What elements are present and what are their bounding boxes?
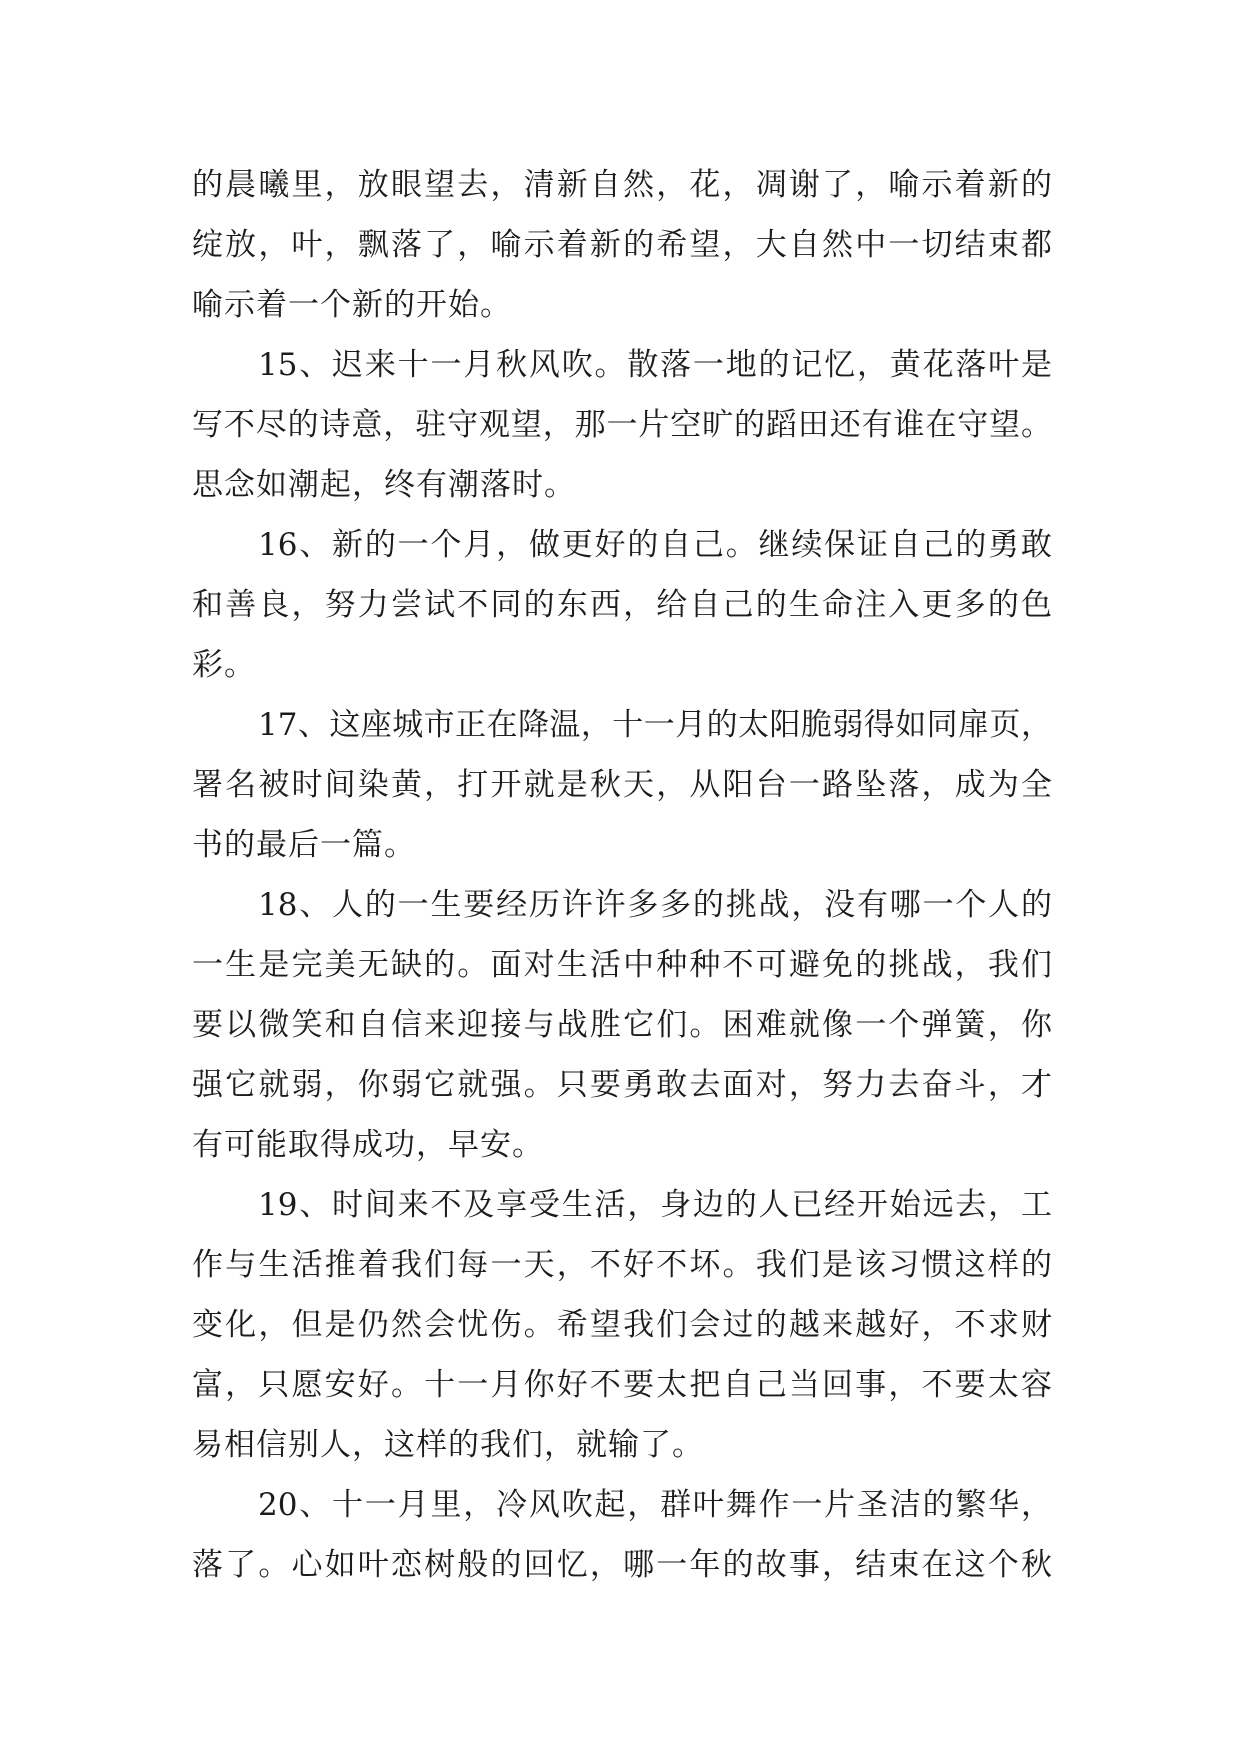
text-line: 署名被时间染黄，打开就是秋天，从阳台一路坠落，成为全 — [192, 767, 1052, 803]
text-line: 作与生活推着我们每一天，不好不坏。我们是该习惯这样的 — [192, 1247, 1052, 1283]
text-line: 书的最后一篇。 — [192, 827, 416, 863]
text-line: 要以微笑和自信来迎接与战胜它们。困难就像一个弹簧，你 — [192, 1007, 1052, 1043]
text-line: 16、新的一个月，做更好的自己。继续保证自己的勇敢 — [258, 527, 1052, 563]
paragraph-18 — [192, 875, 1052, 1175]
text-line: 18、人的一生要经历许许多多的挑战，没有哪一个人的 — [258, 887, 1052, 923]
paragraph-continuation — [192, 155, 1052, 335]
text-line: 20、十一月里，冷风吹起，群叶舞作一片圣洁的繁华， — [258, 1487, 1052, 1523]
text-line: 变化，但是仍然会忧伤。希望我们会过的越来越好，不求财 — [192, 1307, 1052, 1343]
text-line: 的晨曦里，放眼望去，清新自然，花，凋谢了，喻示着新的 — [192, 167, 1052, 203]
text-line: 和善良，努力尝试不同的东西，给自己的生命注入更多的色 — [192, 587, 1052, 623]
text-line: 喻示着一个新的开始。 — [192, 287, 512, 323]
paragraph-17 — [192, 695, 1052, 875]
text-line: 绽放，叶，飘落了，喻示着新的希望，大自然中一切结束都 — [192, 227, 1052, 263]
paragraph-20 — [192, 1475, 1052, 1595]
paragraph-16 — [192, 515, 1052, 695]
text-line: 15、迟来十一月秋风吹。散落一地的记忆，黄花落叶是 — [258, 347, 1052, 383]
text-line: 17、这座城市正在降温，十一月的太阳脆弱得如同扉页， — [258, 707, 1052, 743]
text-line: 强它就弱，你弱它就强。只要勇敢去面对，努力去奋斗，才 — [192, 1067, 1052, 1103]
text-line: 一生是完美无缺的。面对生活中种种不可避免的挑战，我们 — [192, 947, 1052, 983]
text-line: 写不尽的诗意，驻守观望，那一片空旷的蹈田还有谁在守望。 — [192, 407, 1052, 443]
text-line: 有可能取得成功，早安。 — [192, 1127, 544, 1163]
text-line: 落了。心如叶恋树般的回忆，哪一年的故事，结束在这个秋 — [192, 1547, 1052, 1583]
text-line: 彩。 — [192, 647, 256, 683]
text-line: 富，只愿安好。十一月你好不要太把自己当回事，不要太容 — [192, 1367, 1052, 1403]
paragraph-19 — [192, 1175, 1052, 1475]
text-line: 易相信别人，这样的我们，就输了。 — [192, 1427, 704, 1463]
document-body — [192, 155, 1052, 1595]
text-line: 思念如潮起，终有潮落时。 — [192, 467, 576, 503]
text-line: 19、时间来不及享受生活，身边的人已经开始远去，工 — [258, 1187, 1052, 1223]
paragraph-15 — [192, 335, 1052, 515]
